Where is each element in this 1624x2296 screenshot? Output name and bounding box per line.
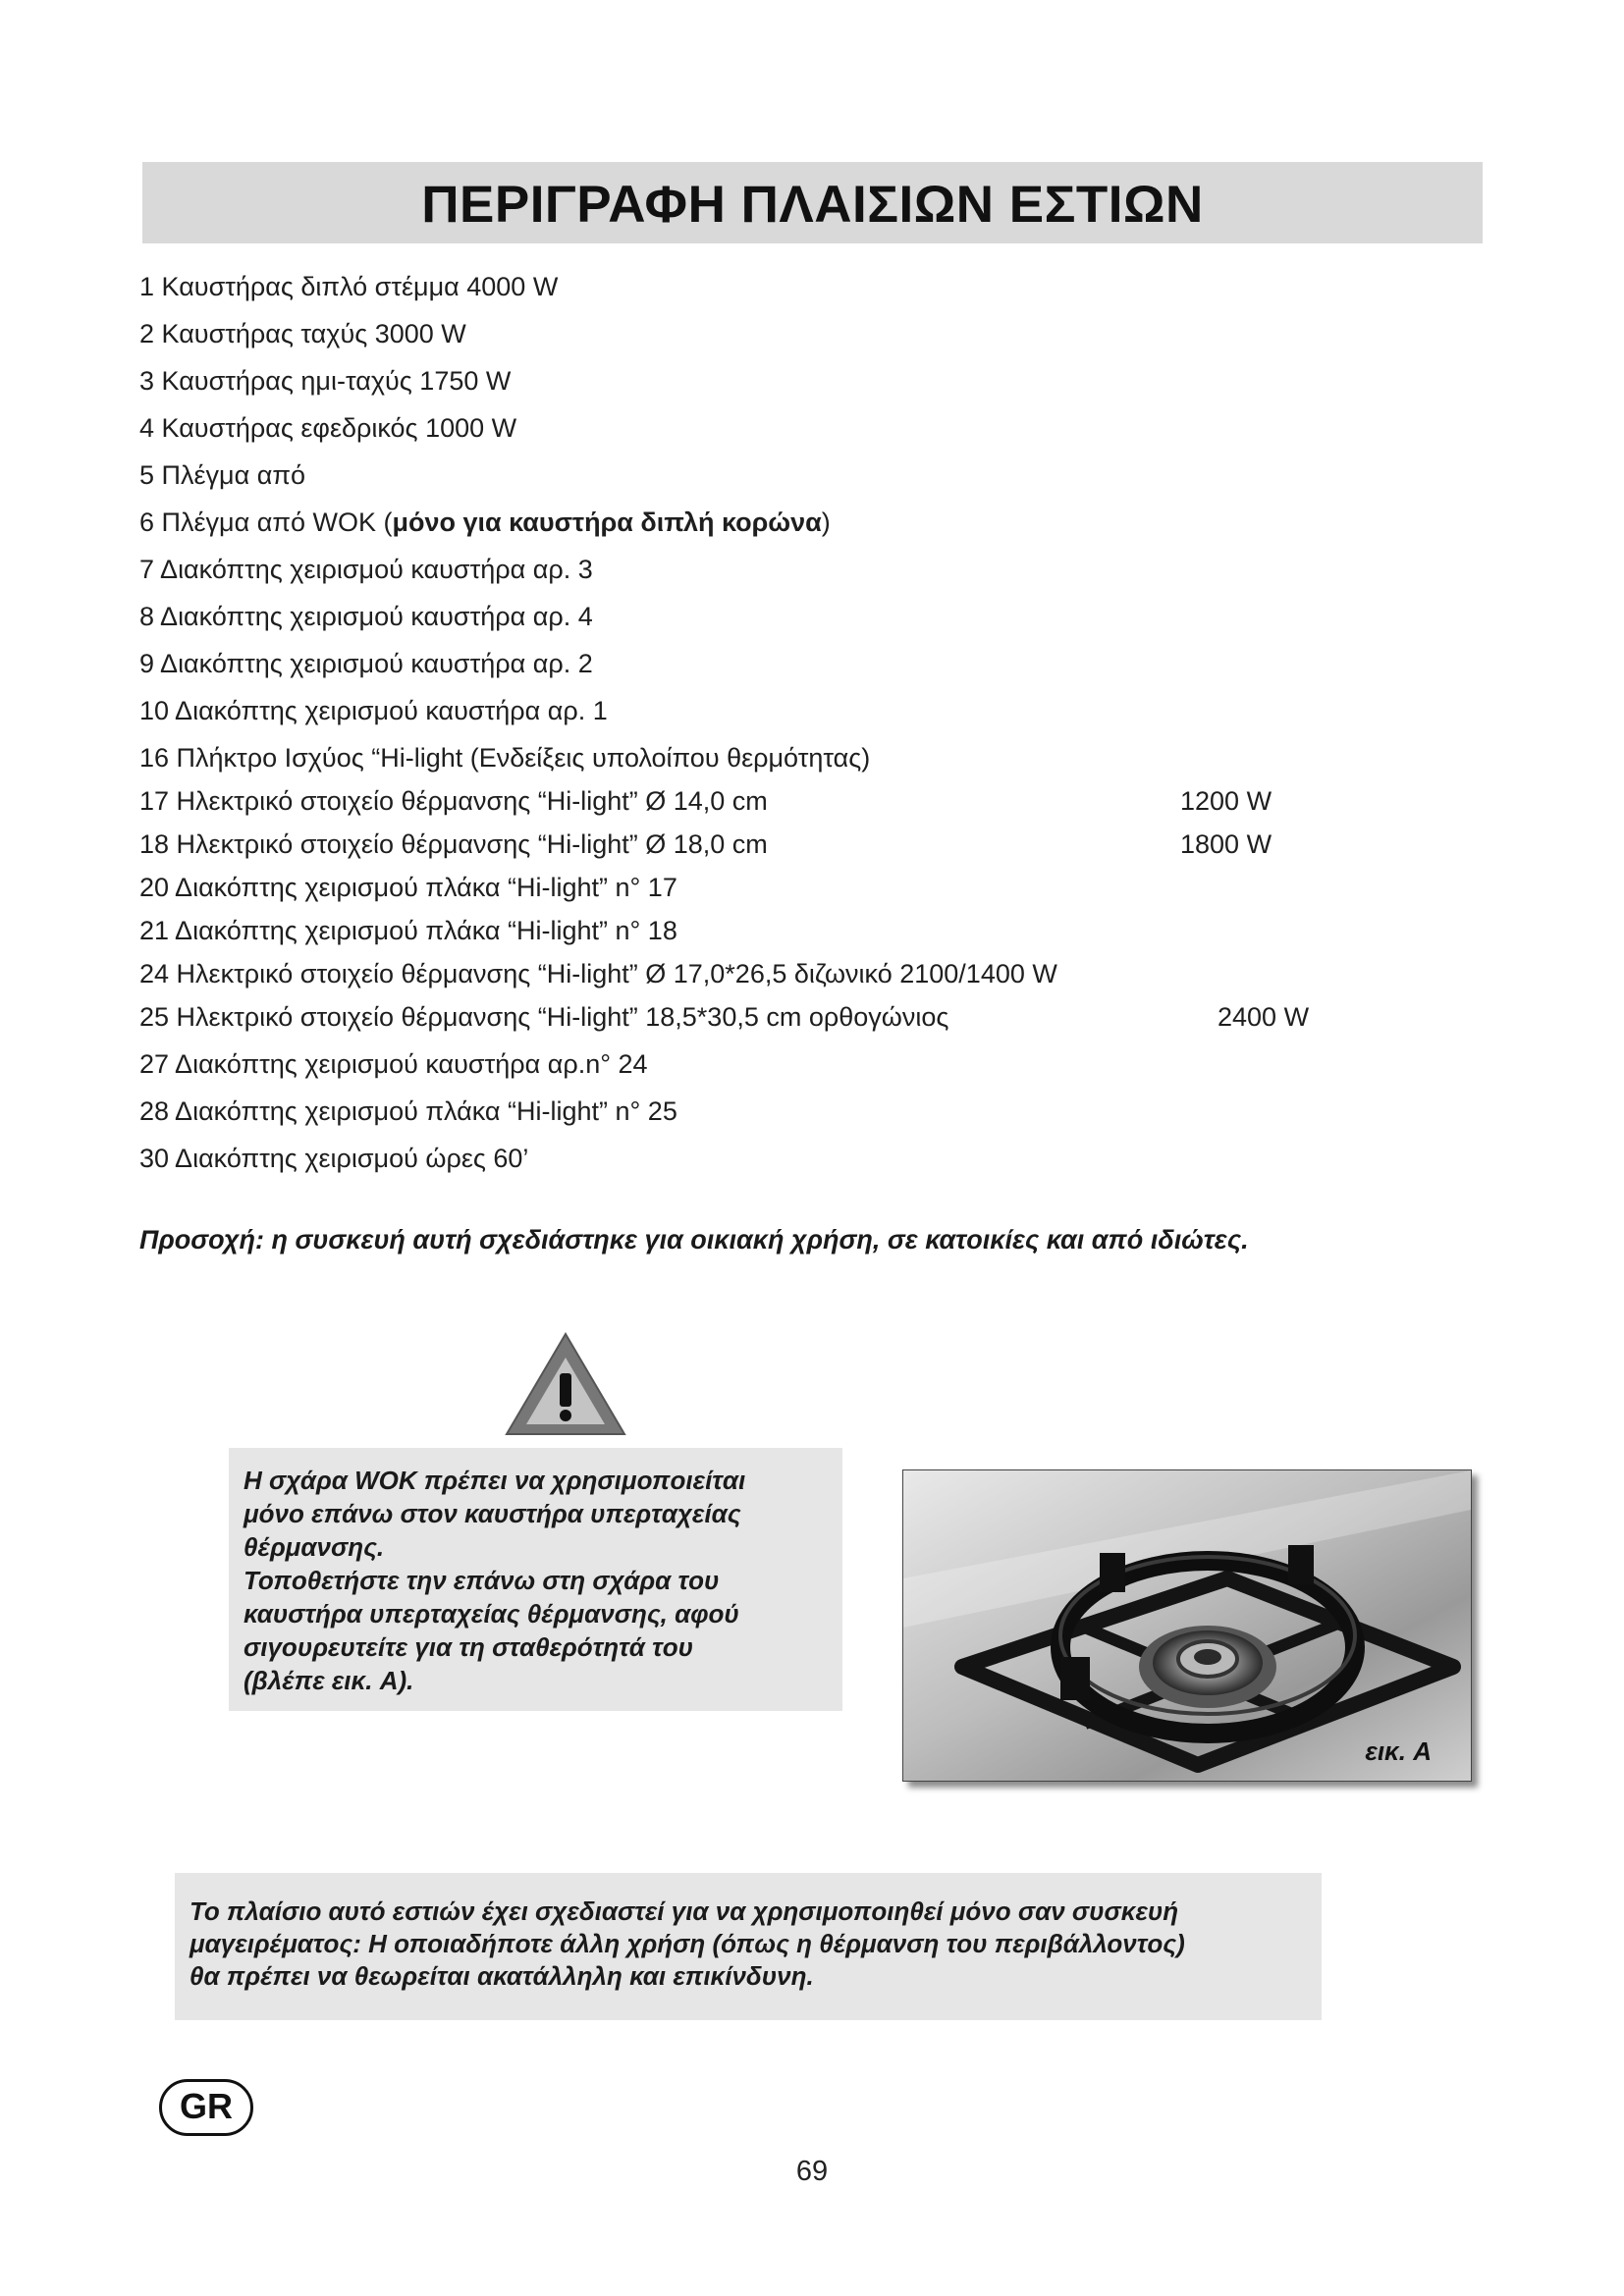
wok-note-line: θέρμανσης.: [244, 1532, 385, 1562]
list-item-text: 6 Πλέγμα από WOK (: [139, 507, 393, 537]
wok-note-line: Τοποθετήστε την επάνω στη σχάρα του: [244, 1566, 720, 1595]
list-item: [139, 644, 1367, 691]
list-item: [139, 455, 1367, 503]
list-item-text: 30 Διακόπτης χειρισμού ώρες 60’: [139, 1144, 529, 1173]
list-item: [139, 954, 1367, 997]
list-item-text: 8 Διακόπτης χειρισμού καυστήρα αρ. 4: [139, 602, 593, 631]
wok-note-line: (βλέπε εικ. A).: [244, 1666, 414, 1695]
list-item-text: 21 Διακόπτης χειρισμού πλάκα “Hi-light” n° 18: [139, 916, 677, 945]
component-list: [139, 267, 1367, 1186]
list-item: [139, 997, 1367, 1044]
wok-note-text: [244, 1464, 833, 1697]
list-item-text: 3 Καυστήρας ημι-ταχύς 1750 W: [139, 366, 512, 396]
wok-note-box: [229, 1448, 842, 1711]
usage-note-line: θα πρέπει να θεωρείται ακατάλληλη και επικίνδυνη.: [189, 1961, 814, 1991]
list-item-text: 17 Ηλεκτρικό στοιχείο θέρμανσης “Hi-light” Ø 14,0 cm: [139, 786, 768, 816]
wok-burner-photo: [903, 1470, 1471, 1781]
list-item-text: 28 Διακόπτης χειρισμού πλάκα “Hi-light” n° 25: [139, 1096, 677, 1126]
usage-note-line: Το πλαίσιο αυτό εστιών έχει σχεδιαστεί για να χρησιμοποιηθεί μόνο σαν συσκευή: [189, 1896, 1179, 1926]
wok-note-line: Η σχάρα WOK πρέπει να χρησιμοποιείται: [244, 1466, 746, 1495]
list-item-emphasis: μόνο για καυστήρα διπλή κορώνα: [392, 507, 822, 537]
list-item-suffix: ): [821, 507, 831, 537]
list-item: [139, 361, 1367, 408]
list-item-text: 20 Διακόπτης χειρισμού πλάκα “Hi-light” n° 17: [139, 873, 677, 902]
usage-note-line: μαγειρέματος: Η οποιαδήποτε άλλη χρήση (όπως η θέρμανση του περιβάλλοντος): [189, 1929, 1185, 1958]
list-item: [139, 825, 1367, 868]
figure-caption: εικ. A: [1365, 1736, 1432, 1766]
list-item: [139, 691, 1367, 738]
warning-triangle-icon: [503, 1330, 628, 1440]
language-badge: GR: [159, 2079, 253, 2136]
list-item: [139, 267, 1367, 314]
list-item: [139, 1092, 1367, 1139]
wok-note-line: καυστήρα υπερταχείας θέρμανσης, αφού: [244, 1599, 739, 1629]
title-bar: [142, 162, 1483, 243]
list-item: [139, 314, 1367, 361]
list-item-text: 27 Διακόπτης χειρισμού καυστήρα αρ.n° 24: [139, 1049, 648, 1079]
list-item-text: 25 Ηλεκτρικό στοιχείο θέρμανσης “Hi-light” 18,5*30,5 cm ορθογώνιος: [139, 1002, 949, 1032]
list-item-text: 16 Πλήκτρο Ισχύος “Hi-light (Ενδείξεις υπολοίπου θερμότητας): [139, 743, 871, 773]
list-item-power: 1800 W: [1180, 829, 1272, 859]
list-item-text: 5 Πλέγμα από: [139, 460, 305, 490]
wok-note-line: μόνο επάνω στον καυστήρα υπερταχείας: [244, 1499, 741, 1528]
list-item: [139, 781, 1367, 825]
list-item-power: 1200 W: [1180, 786, 1272, 816]
list-item: [139, 408, 1367, 455]
list-item-text: 10 Διακόπτης χειρισμού καυστήρα αρ. 1: [139, 696, 608, 725]
usage-note-text: [189, 1896, 1314, 1993]
household-use-warning: Προσοχή: η συσκευή αυτή σχεδιάστηκε για οικιακή χρήση, σε κατοικίες και από ιδιώτες.: [139, 1225, 1249, 1255]
list-item-text: 9 Διακόπτης χειρισμού καυστήρα αρ. 2: [139, 649, 593, 678]
list-item: [139, 911, 1367, 954]
list-item: [139, 868, 1367, 911]
list-item: [139, 1044, 1367, 1092]
list-item-text: 4 Καυστήρας εφεδρικός 1000 W: [139, 413, 517, 443]
list-item-text: 2 Καυστήρας ταχύς 3000 W: [139, 319, 466, 348]
list-item: [139, 738, 1367, 781]
list-item: [139, 550, 1367, 597]
wok-note-line: σιγουρευτείτε για τη σταθερότητά του: [244, 1632, 694, 1662]
list-item: [139, 597, 1367, 644]
list-item: [139, 503, 1367, 550]
list-item-text: 18 Ηλεκτρικό στοιχείο θέρμανσης “Hi-light” Ø 18,0 cm: [139, 829, 768, 859]
wok-burner-figure: [902, 1469, 1472, 1782]
page-title: ΠΕΡΙΓΡΑΦΗ ΠΛΑΙΣΙΩΝ ΕΣΤΙΩΝ: [421, 176, 1204, 234]
list-item-power: 2400 W: [1218, 1002, 1310, 1032]
list-item-text: 7 Διακόπτης χειρισμού καυστήρα αρ. 3: [139, 555, 593, 584]
page-number: 69: [795, 2156, 829, 2187]
list-item-text: 1 Καυστήρας διπλό στέμμα 4000 W: [139, 272, 559, 301]
list-item-text: 24 Ηλεκτρικό στοιχείο θέρμανσης “Hi-light” Ø 17,0*26,5 διζωνικό 2100/1400 W: [139, 959, 1057, 988]
list-item: [139, 1139, 1367, 1186]
usage-note-box: [175, 1873, 1322, 2020]
